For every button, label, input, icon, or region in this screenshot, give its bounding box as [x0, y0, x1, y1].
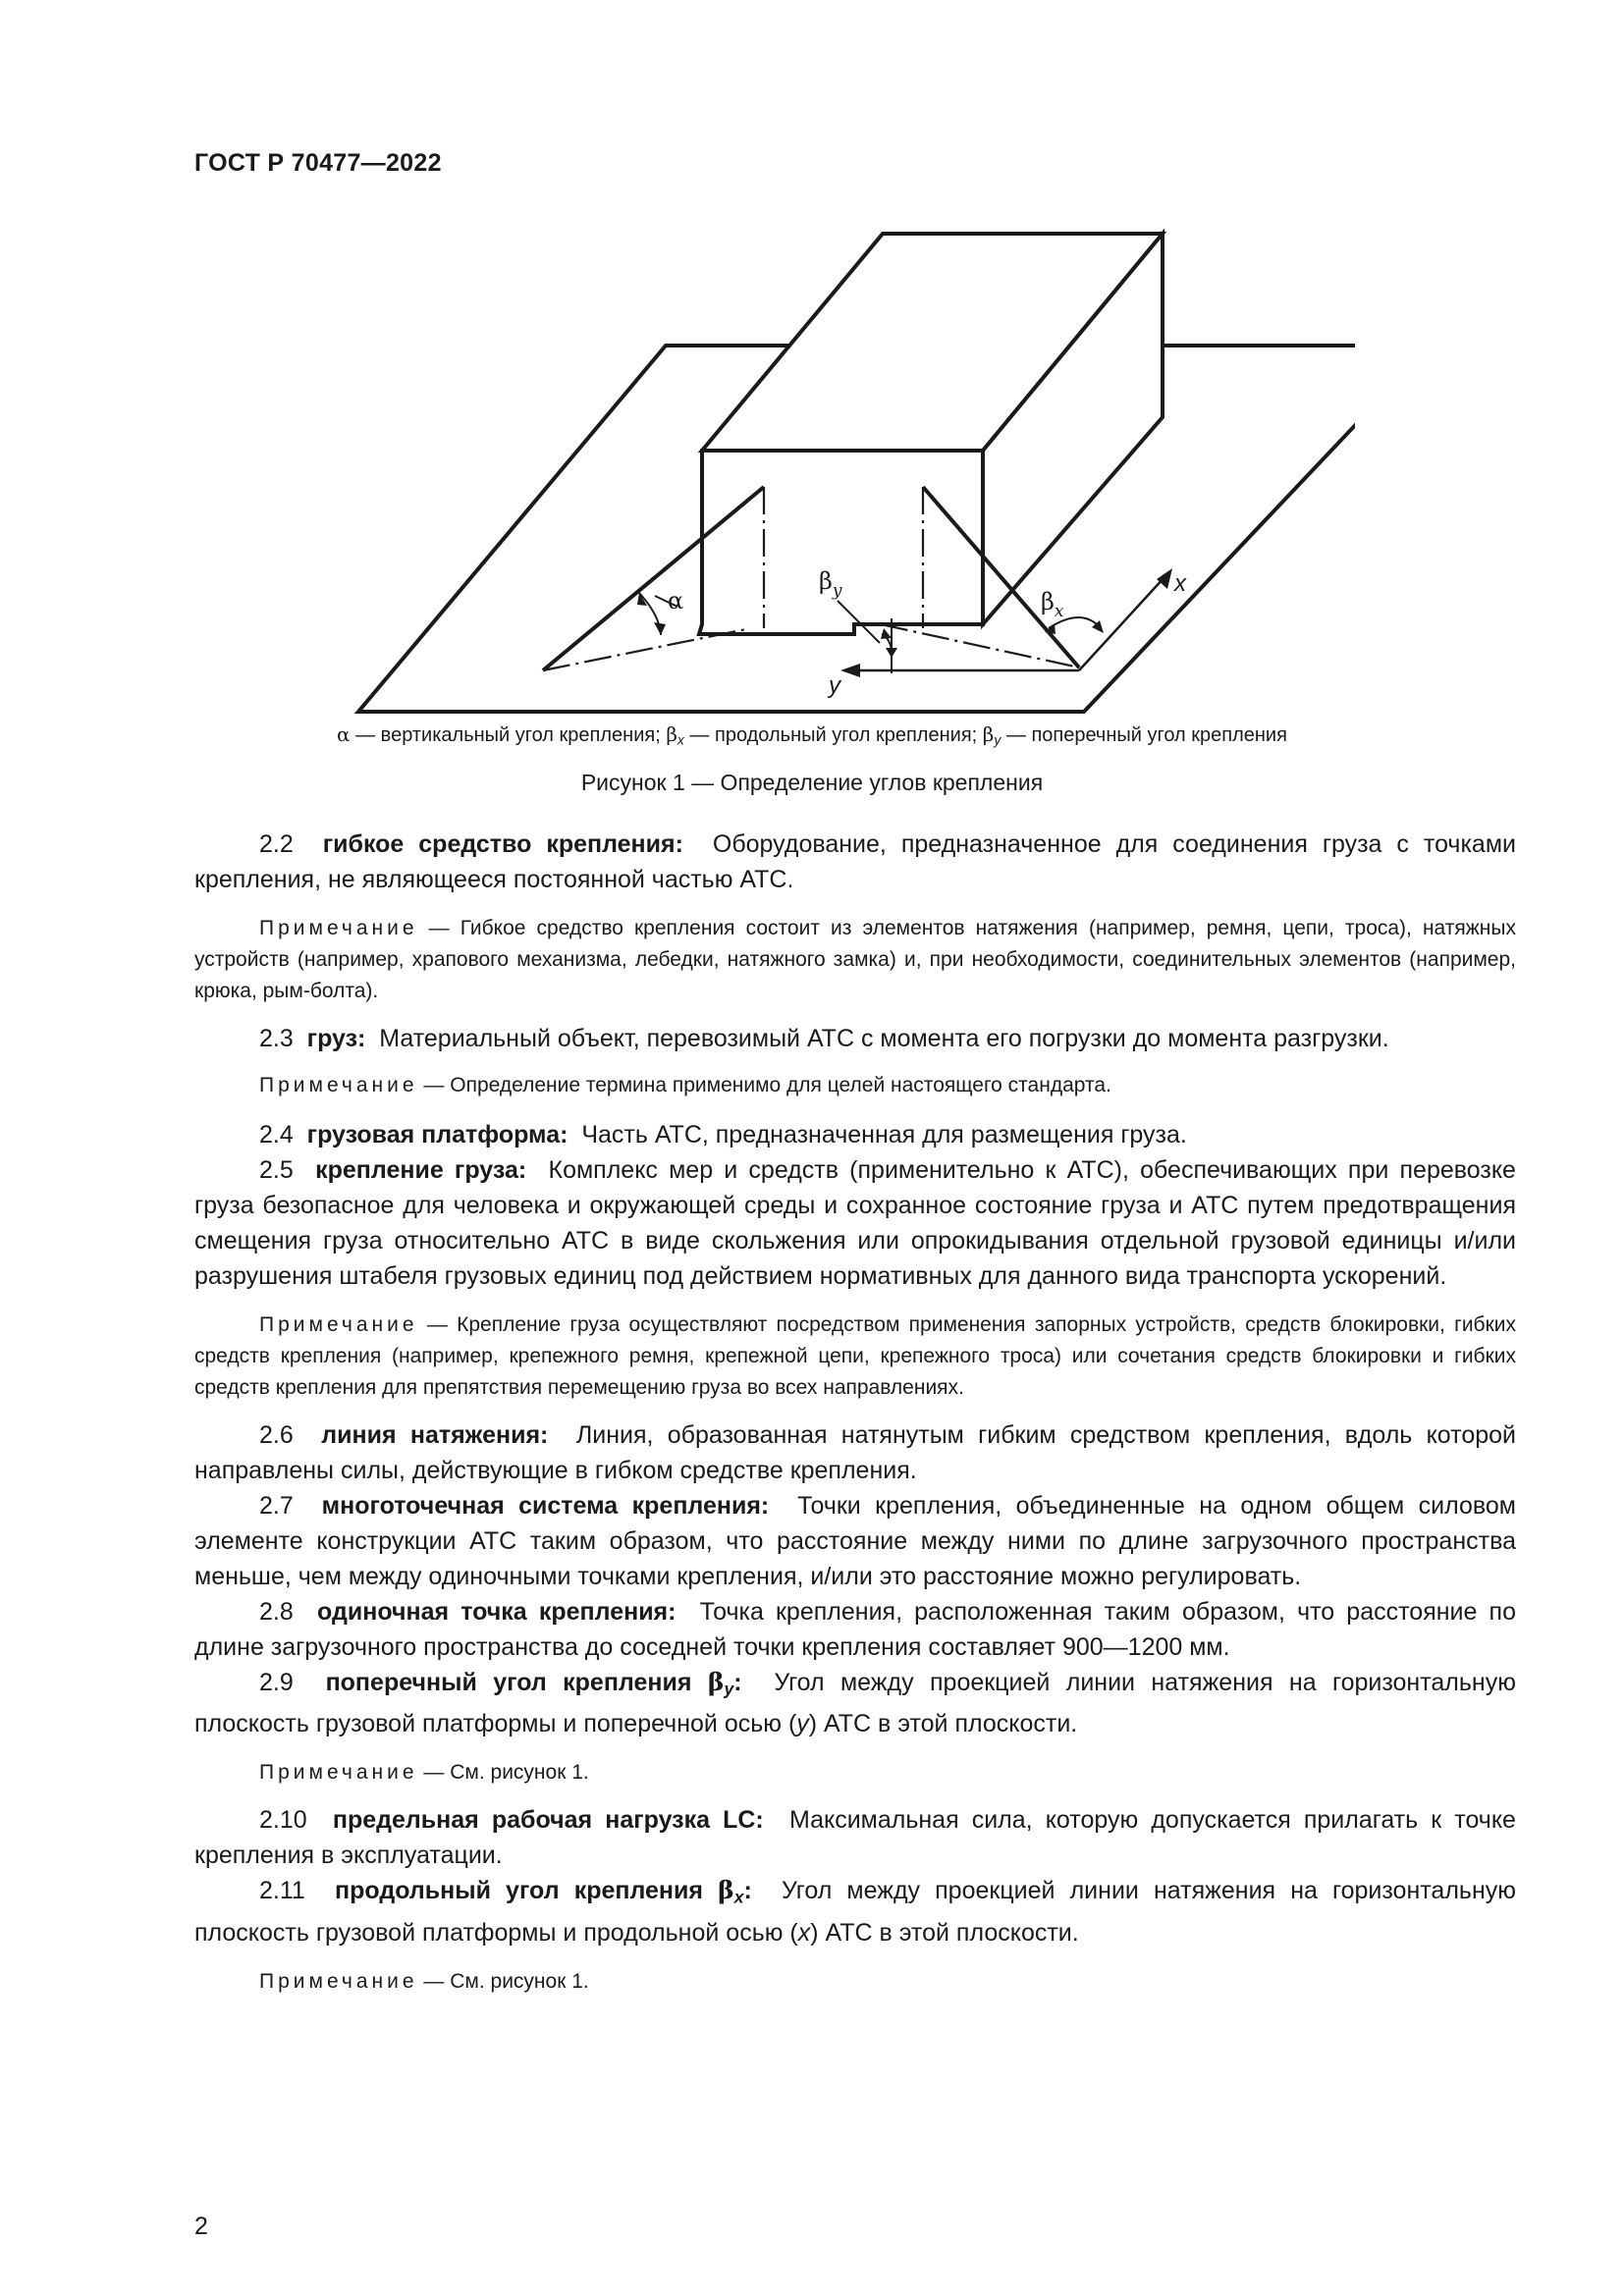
document-body [194, 827, 1516, 1998]
document-header: ГОСТ Р 70477—2022 [194, 149, 442, 177]
x-axis-line [1079, 577, 1164, 670]
figure-1-diagram [334, 226, 1355, 717]
projection-line-left [543, 629, 746, 670]
definition-2-5: 2.5 крепление груза: Комплекс мер и средств (применительно к АТС), обеспечивающих при перевозке груза безопасное для человека и окружающей среды и сохранное состояние груза и АТС путем предотвращения смещения груза относительно АТС в виде скольжения или опрокидывания отдельной грузовой единицы и/или разрушения штабеля грузовых единиц под действием нормативных для данного вида транспорта ускорений. [194, 1156, 1516, 1290]
note-2-3: Примечание — Определение термина применимо для целей настоящего стандарта. [259, 1074, 1111, 1096]
y-axis-label: y [829, 672, 840, 699]
figure-caption: Рисунок 1 — Определение углов крепления [580, 770, 1044, 795]
figure-legend: α — вертикальный угол крепления; $\beta_x$ — продольный угол крепления; $\beta_y$ — поперечный угол крепления [337, 722, 1287, 748]
definition-2-9: 2.9 поперечный угол крепления $\beta_y$: Угол между проекцией линии натяжения на горизонтальную плоскость грузовой платформы и поперечной осью (y) АТС в этой плоскости. [194, 1668, 1516, 1738]
definition-2-10: 2.10 предельная рабочая нагрузка LC: Максимальная сила, которую допускается прилагать к точке крепления в эксплуатации. [194, 1806, 1516, 1870]
definition-2-8: 2.8 одиночная точка крепления: Точка крепления, расположенная таким образом, что расстояние по длине загрузочного пространства до соседней точки крепления составляет 900—1200 мм. [194, 1598, 1516, 1661]
note-2-11: Примечание — См. рисунок 1. [259, 1969, 589, 1993]
alpha-label: α [668, 587, 684, 614]
beta-x-label: $\beta_x$ [1041, 588, 1064, 621]
note-2-9: Примечание — См. рисунок 1. [259, 1761, 589, 1785]
definition-2-7: 2.7 многоточечная система крепления: Точки крепления, объединенные на одном общем силовом элементе конструкции АТС таким образом, что расстояние между ними по длине загрузочного пространства меньше, чем между одиночными точками крепления, и/или это расстояние можно регулировать. [194, 1492, 1516, 1590]
definition-2-6: 2.6 линия натяжения: Линия, образованная натянутым гибким средством крепления, вдоль которой направлены силы, действующие в гибком средстве крепления. [194, 1421, 1516, 1484]
definition-2-11: 2.11 продольный угол крепления $\beta_x$: Угол между проекцией линии натяжения на горизонтальную плоскость грузовой платформы и продольной осью (x) АТС в этой плоскости. [194, 1876, 1516, 1947]
x-axis-label: x [1174, 570, 1186, 597]
x-axis-arrowhead [1157, 568, 1172, 589]
note-2-2: Примечание — Гибкое средство крепления состоит из элементов натяжения (например, ремня, цепи, троса), натяжных устройств (например, храпового механизма, лебедки, натяжного замка) и, при необходимости, соединительных элементов (например, крюка, рым-болта). [194, 917, 1516, 1002]
definition-2-2: 2.2 гибкое средство крепления: Оборудование, предназначенное для соединения груза с точками крепления, не являющееся постоянной частью АТС. [194, 830, 1516, 893]
note-2-5: Примечание — Крепление груза осуществляют посредством применения запорных устройств, средств блокировки, гибких средств крепления (например, крепежного ремня, крепежной цепи, крепежного троса) или сочетания средств блокировки и гибких средств крепления для препятствия перемещению груза во всех направлениях. [194, 1313, 1516, 1399]
beta-y-label: $\beta_y$ [819, 567, 842, 601]
page-number: 2 [194, 2213, 208, 2240]
y-axis-arrowhead [840, 664, 860, 677]
definition-2-4: 2.4 грузовая платформа: Часть АТС, предназначенная для размещения груза. [259, 1121, 1187, 1148]
definition-2-3: 2.3 груз: Материальный объект, перевозимый АТС с момента его погрузки до момента разгрузки. [259, 1025, 1389, 1052]
cargo-box [699, 451, 983, 634]
